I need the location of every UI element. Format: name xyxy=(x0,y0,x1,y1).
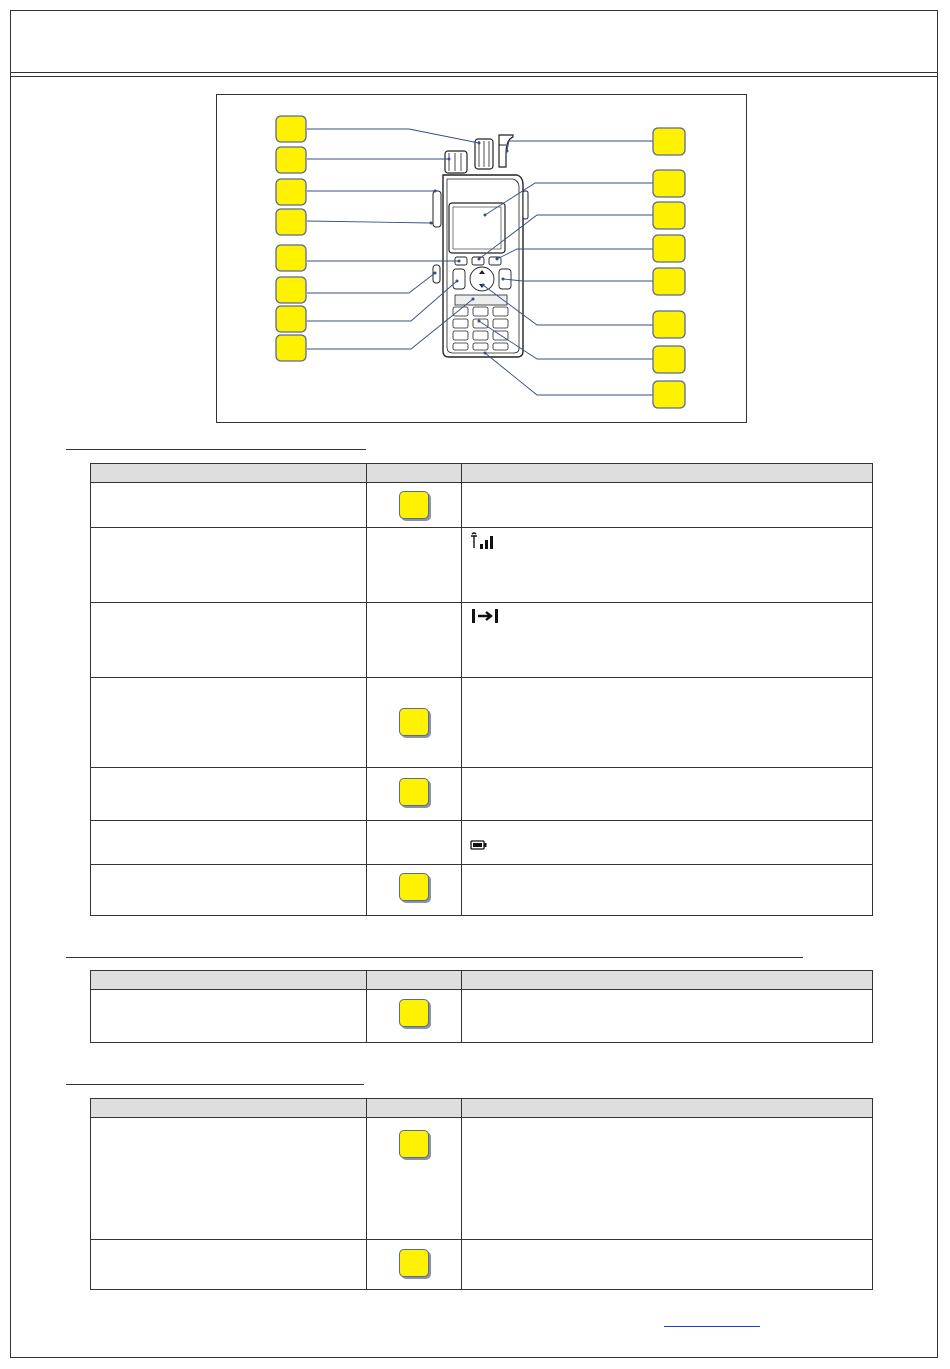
marker-badge xyxy=(399,873,429,901)
table-1 xyxy=(90,463,873,916)
header-rule-top xyxy=(10,72,938,73)
signal-strength-icon xyxy=(470,532,496,555)
table-row xyxy=(91,1118,873,1240)
table-row xyxy=(91,483,873,528)
radio-diagram xyxy=(216,94,747,423)
table-row xyxy=(91,1240,873,1290)
section-1-rule xyxy=(66,449,366,450)
scan-icon xyxy=(470,607,500,628)
table-row xyxy=(91,821,873,865)
marker-badge xyxy=(399,1249,429,1277)
marker-badge xyxy=(399,491,429,519)
section-3-rule xyxy=(66,1084,364,1085)
table-2 xyxy=(90,970,873,1043)
section-2-rule xyxy=(66,957,803,958)
diagram-markers-left xyxy=(276,116,306,361)
battery-icon xyxy=(470,839,488,854)
marker-badge xyxy=(399,999,429,1027)
footer-link-underline[interactable] xyxy=(664,1326,760,1327)
marker-badge xyxy=(399,778,429,806)
marker-badge xyxy=(399,1130,429,1158)
table-3 xyxy=(90,1098,873,1290)
table-row xyxy=(91,990,873,1043)
marker-badge xyxy=(399,708,429,736)
table-row xyxy=(91,768,873,821)
table-row xyxy=(91,678,873,768)
table-row xyxy=(91,603,873,678)
radio-diagram-svg xyxy=(217,95,748,424)
channel-knob-icon xyxy=(445,139,493,173)
table-row xyxy=(91,528,873,603)
header-rule-bottom xyxy=(10,76,938,77)
table-row xyxy=(91,865,873,916)
diagram-markers-right xyxy=(653,128,685,408)
